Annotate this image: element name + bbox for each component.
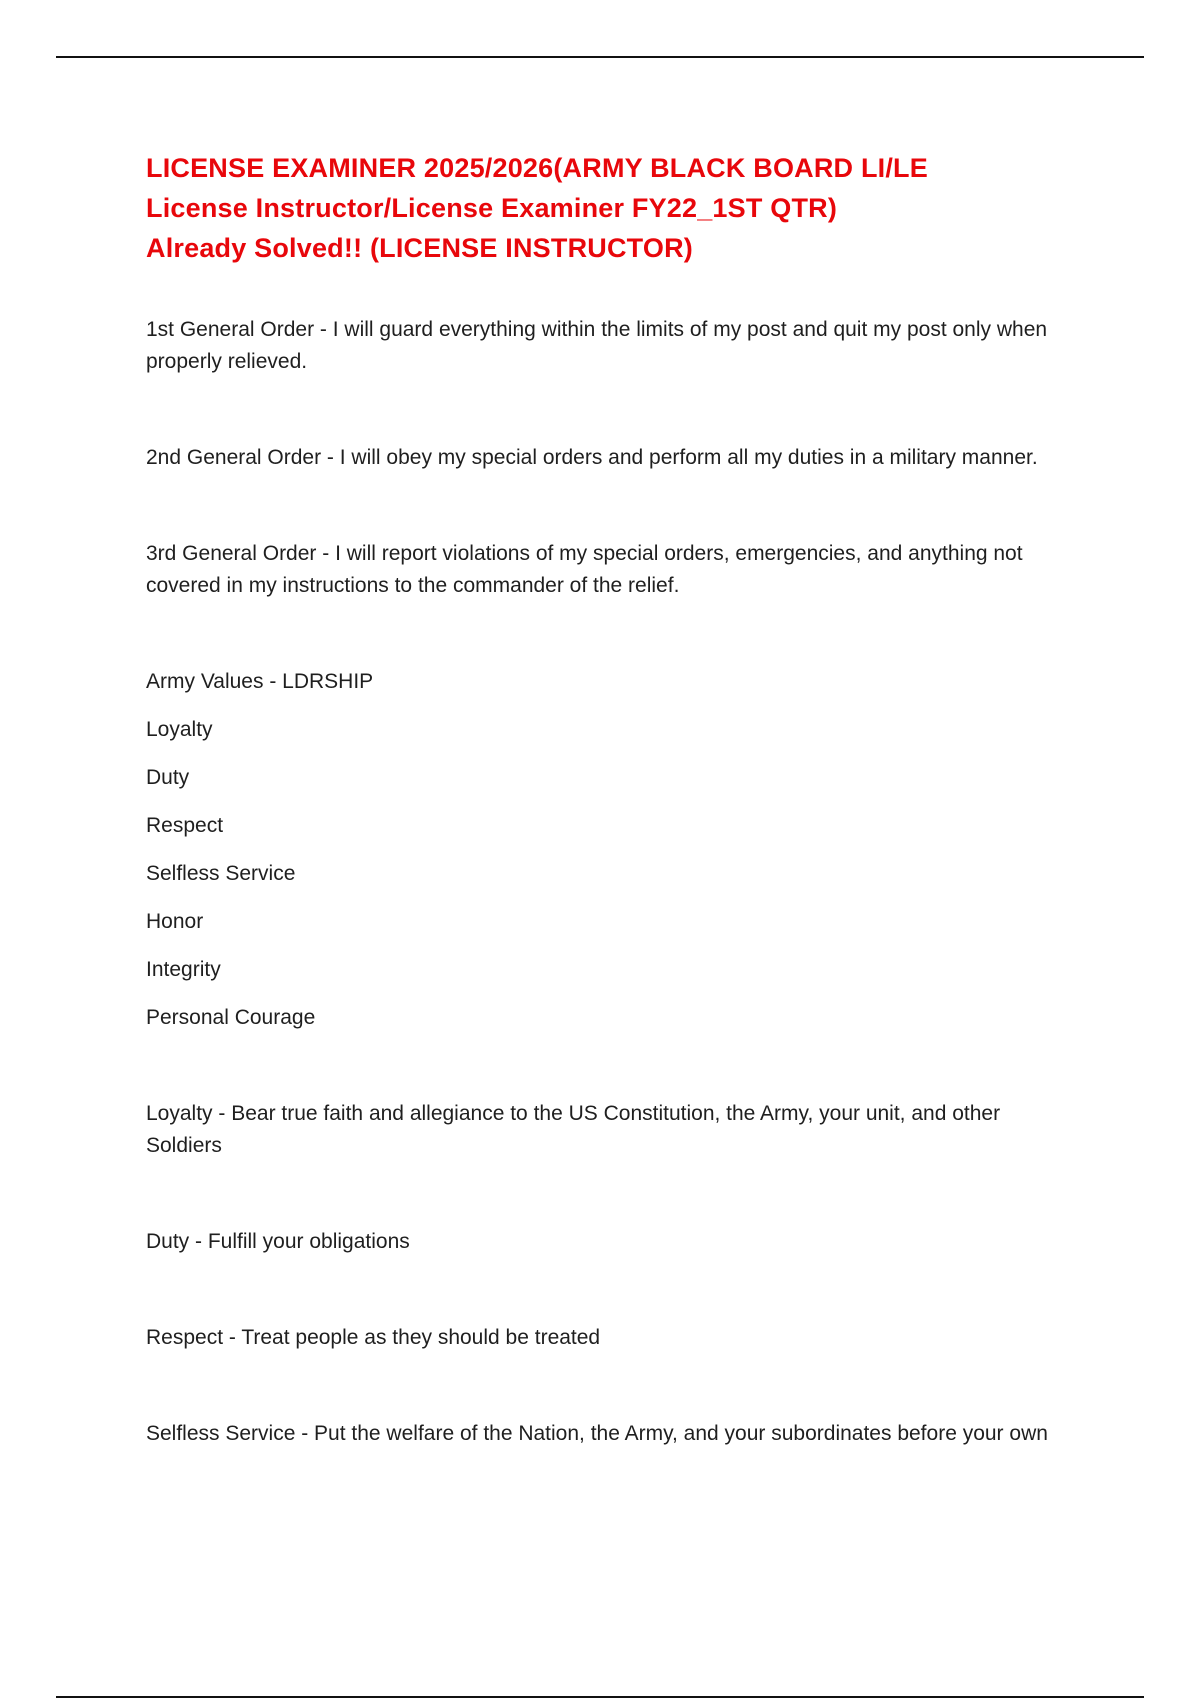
value-item-honor: Honor — [146, 910, 204, 933]
value-item-selfless-service: Selfless Service — [146, 862, 296, 885]
definition-duty: Duty - Fulfill your obligations — [146, 1230, 410, 1253]
value-item-loyalty: Loyalty — [146, 718, 213, 741]
definition-selfless-service: Selfless Service - Put the welfare of the Nation, the Army, and your subordinates before your own — [146, 1422, 1048, 1445]
army-values-heading: Army Values - LDRSHIP — [146, 670, 374, 693]
top-divider — [56, 56, 1144, 58]
value-item-duty: Duty — [146, 766, 190, 789]
value-item-integrity: Integrity — [146, 958, 221, 981]
value-item-respect: Respect — [146, 814, 224, 837]
general-order-2: 2nd General Order - I will obey my special orders and perform all my duties in a military manner. — [146, 446, 1038, 469]
definition-loyalty: Loyalty - Bear true faith and allegiance to the US Constitution, the Army, your unit, and other Soldiers — [146, 1102, 1001, 1157]
army-values-list — [146, 666, 1066, 1034]
value-item-personal-courage: Personal Courage — [146, 1006, 316, 1029]
document-title — [146, 148, 1066, 268]
title-line: License Instructor/License Examiner FY22_1ST QTR) — [146, 193, 838, 223]
bottom-divider — [56, 1696, 1144, 1698]
document-body — [146, 148, 1066, 1450]
title-line: LICENSE EXAMINER 2025/2026(ARMY BLACK BOARD LI/LE — [146, 153, 928, 183]
general-order-1: 1st General Order - I will guard everything within the limits of my post and quit my post only when properly relieved. — [146, 318, 1048, 373]
definition-respect: Respect - Treat people as they should be treated — [146, 1326, 601, 1349]
title-line: Already Solved!! (LICENSE INSTRUCTOR) — [146, 233, 693, 263]
general-order-3: 3rd General Order - I will report violations of my special orders, emergencies, and anything not covered in my instructions to the commander of the relief. — [146, 542, 1023, 597]
